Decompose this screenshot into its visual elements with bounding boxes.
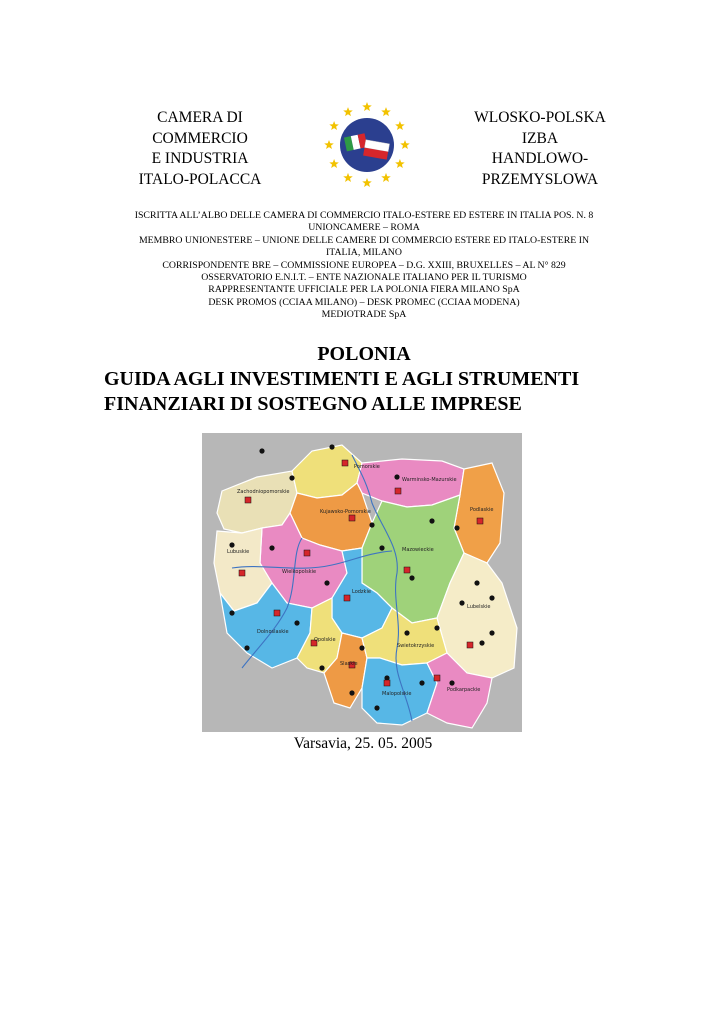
star-icon — [381, 173, 391, 182]
header-left-line: ITALO-POLACCA — [138, 170, 262, 188]
map-label: Mazowieckie — [402, 547, 434, 553]
header-left-chamber-name — [110, 108, 290, 190]
document-title — [104, 342, 644, 417]
city-dot — [289, 475, 294, 480]
star-icon — [343, 173, 353, 182]
map-label: Lodzkie — [352, 589, 371, 595]
star-icon — [395, 159, 405, 168]
city-dot — [374, 705, 379, 710]
title-line: POLONIA — [317, 343, 411, 365]
city-dot — [489, 630, 494, 635]
map-label: Dolnoslaskie — [257, 629, 289, 635]
capital-marker — [304, 550, 310, 556]
city-dot — [369, 522, 374, 527]
flags-stars-emblem-icon — [322, 100, 412, 190]
city-dot — [459, 600, 464, 605]
header-right-chamber-name — [450, 108, 630, 190]
star-icon — [324, 140, 334, 149]
city-dot — [294, 620, 299, 625]
header-right-line: WLOSKO-POLSKA — [474, 109, 606, 126]
city-dot — [269, 545, 274, 550]
city-dot — [229, 610, 234, 615]
map-label: Pomorskie — [354, 464, 380, 470]
map-label: Malopolskie — [382, 691, 412, 697]
header-left-line: E INDUSTRIA — [151, 150, 249, 167]
capital-marker — [274, 610, 280, 616]
city-dot — [434, 625, 439, 630]
city-dot — [349, 690, 354, 695]
map-label: Slaskie — [340, 661, 358, 667]
city-dot — [409, 575, 414, 580]
star-icon — [343, 107, 353, 116]
map-label: Podkarpackie — [447, 687, 481, 693]
capital-marker — [239, 570, 245, 576]
map-label: Kujawsko-Pomorskie — [320, 509, 371, 515]
city-dot — [454, 525, 459, 530]
map-label: Zachodniopomorskie — [237, 489, 290, 495]
city-dot — [479, 640, 484, 645]
map-label: Wielkopolskie — [282, 569, 317, 575]
affiliation-line: UNIONCAMERE – ROMA — [308, 222, 420, 234]
affiliation-line: ISCRITTA ALL’ALBO DELLE CAMERA DI COMMERCIO ITALO-ESTERE ED ESTERE IN ITALIA POS. N. 8 — [134, 210, 594, 221]
capital-marker — [434, 675, 440, 681]
city-dot — [229, 542, 234, 547]
city-dot — [329, 444, 334, 449]
city-dot — [419, 680, 424, 685]
capital-marker — [342, 460, 348, 466]
affiliation-line: MEMBRO UNIONESTERE – UNIONE DELLE CAMERE DI COMMERCIO ESTERE ED ITALO-ESTERE IN — [138, 234, 590, 246]
map-label: Swietokrzyskie — [397, 643, 435, 649]
affiliation-line: MEDIOTRADE SpA — [321, 309, 407, 321]
city-dot — [429, 518, 434, 523]
affiliation-line: ITALIA, MILANO — [326, 247, 402, 259]
map-label: Warminsko-Mazurskie — [402, 477, 457, 483]
star-icon — [381, 107, 391, 116]
title-line: FINANZIARI DI SOSTEGNO ALLE IMPRESE — [104, 393, 522, 415]
affiliation-line: DESK PROMOS (CCIAA MILANO) – DESK PROMEC (CCIAA MODENA) — [208, 296, 520, 308]
affiliation-line: RAPPRESENTANTE UFFICIALE PER LA POLONIA FIERA MILANO SpA — [208, 284, 520, 296]
affiliation-line: OSSERVATORIO E.N.I.T. – ENTE NAZIONALE ITALIANO PER IL TURISMO — [201, 272, 527, 284]
city-dot — [324, 580, 329, 585]
document-date: Varsavia, 25. 05. 2005 — [293, 735, 433, 752]
header-left-line: CAMERA DI — [157, 109, 243, 126]
affiliations-block — [104, 210, 624, 322]
city-dot — [379, 545, 384, 550]
city-dot — [394, 474, 399, 479]
header-right-line: PRZEMYSLOWA — [481, 170, 599, 188]
city-dot — [359, 645, 364, 650]
city-dot — [244, 645, 249, 650]
header-right-line: IZBA — [521, 129, 559, 147]
city-dot — [449, 680, 454, 685]
star-icon — [362, 102, 372, 111]
title-line: GUIDA AGLI INVESTIMENTI E AGLI STRUMENTI — [104, 368, 580, 390]
header-left-line: COMMERCIO — [152, 129, 248, 147]
capital-marker — [349, 515, 355, 521]
capital-marker — [395, 488, 401, 494]
star-icon — [329, 121, 339, 130]
map-label: Lubuskie — [227, 549, 250, 555]
map-label: Lubelskie — [467, 604, 491, 610]
city-dot — [489, 595, 494, 600]
map-label: Podlaskie — [470, 507, 494, 513]
capital-marker — [245, 497, 251, 503]
city-dot — [474, 580, 479, 585]
star-icon — [362, 178, 372, 187]
affiliation-line: CORRISPONDENTE BRE – COMMISSIONE EUROPEA – D.G. XXIII, BRUXELLES – AL N° 829 — [162, 259, 566, 271]
capital-marker — [404, 567, 410, 573]
city-dot — [319, 665, 324, 670]
capital-marker — [384, 680, 390, 686]
capital-marker — [344, 595, 350, 601]
header-right-line: HANDLOWO- — [491, 150, 589, 167]
poland-voivodeships-map-icon — [202, 433, 522, 732]
star-icon — [329, 159, 339, 168]
city-dot — [259, 448, 264, 453]
star-icon — [400, 140, 410, 149]
capital-marker — [477, 518, 483, 524]
city-dot — [404, 630, 409, 635]
star-icon — [395, 121, 405, 130]
map-label: Opolskie — [314, 637, 336, 643]
capital-marker — [467, 642, 473, 648]
